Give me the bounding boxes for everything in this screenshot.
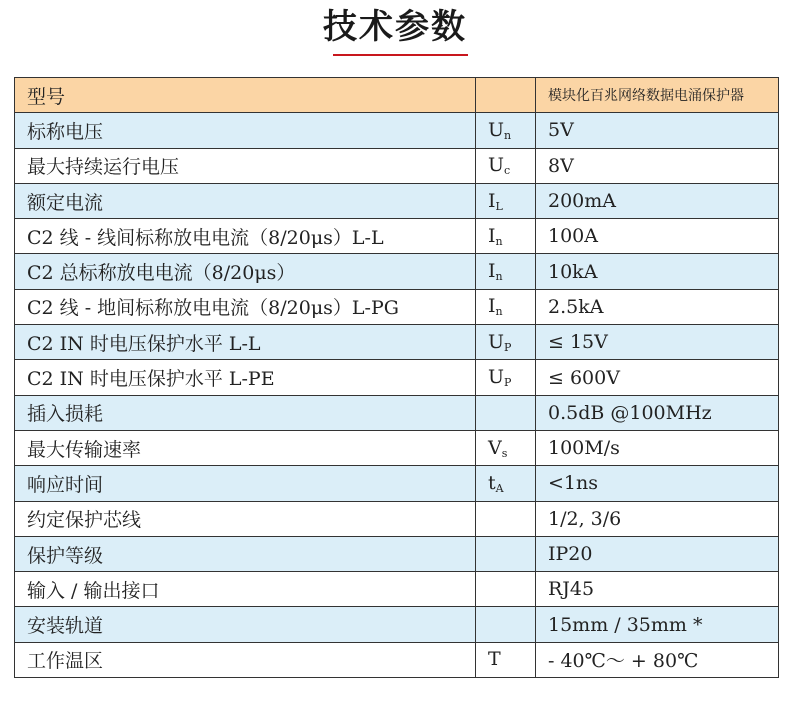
row-param: 约定保护芯线 (15, 501, 476, 536)
row-symbol: $V_s$ (476, 430, 536, 465)
row-symbol (476, 607, 536, 642)
row-param: 标称电压 (15, 113, 476, 148)
row-value: 1/2, 3/6 (536, 501, 779, 536)
row-symbol: T (476, 642, 536, 677)
row-value: 0.5dB @100MHz (536, 395, 779, 430)
row-symbol: $U_P$ (476, 360, 536, 395)
table-header-row (15, 78, 779, 113)
row-symbol: $I_n$ (476, 219, 536, 254)
table-row (15, 289, 779, 324)
row-param: C2 IN 时电压保护水平 L-PE (15, 360, 476, 395)
table-row (15, 113, 779, 148)
table-row (15, 607, 779, 642)
row-value: <1ns (536, 466, 779, 501)
table-row (15, 219, 779, 254)
row-value: 100A (536, 219, 779, 254)
row-value: ≤ 15V (536, 325, 779, 360)
title-underline (333, 54, 468, 56)
row-symbol: $U_n$ (476, 113, 536, 148)
table-row (15, 360, 779, 395)
header-symbol (476, 78, 536, 113)
header-model: 模块化百兆网络数据电涌保护器 (536, 78, 779, 113)
row-symbol (476, 572, 536, 607)
row-value: 5V (536, 113, 779, 148)
row-value: 200mA (536, 183, 779, 218)
row-symbol: $I_L$ (476, 183, 536, 218)
row-param: 输入 / 输出接口 (15, 572, 476, 607)
row-param: 保护等级 (15, 536, 476, 571)
spec-table (14, 77, 779, 678)
table-row (15, 254, 779, 289)
row-param: 最大传输速率 (15, 430, 476, 465)
row-param: C2 总标称放电电流（8/20μs） (15, 254, 476, 289)
table-row (15, 572, 779, 607)
row-param: 额定电流 (15, 183, 476, 218)
row-symbol: $U_c$ (476, 148, 536, 183)
table-row (15, 642, 779, 677)
table-row (15, 148, 779, 183)
row-symbol (476, 395, 536, 430)
row-param: 最大持续运行电压 (15, 148, 476, 183)
row-symbol: $U_P$ (476, 325, 536, 360)
row-param: C2 线 - 地间标称放电电流（8/20μs）L-PG (15, 289, 476, 324)
row-value: 10kA (536, 254, 779, 289)
row-value: 8V (536, 148, 779, 183)
row-symbol: $t_A$ (476, 466, 536, 501)
row-symbol (476, 536, 536, 571)
row-symbol: $I_n$ (476, 254, 536, 289)
table-row (15, 536, 779, 571)
header-param: 型号 (15, 78, 476, 113)
row-value: - 40℃～ + 80℃ (536, 642, 779, 677)
row-value: 100M/s (536, 430, 779, 465)
row-value: IP20 (536, 536, 779, 571)
row-param: 工作温区 (15, 642, 476, 677)
row-value: RJ45 (536, 572, 779, 607)
table-row (15, 325, 779, 360)
table-row (15, 183, 779, 218)
row-value: 2.5kA (536, 289, 779, 324)
table-row (15, 430, 779, 465)
table-row (15, 466, 779, 501)
row-param: 安装轨道 (15, 607, 476, 642)
row-param: C2 线 - 线间标称放电电流（8/20μs）L-L (15, 219, 476, 254)
row-param: C2 IN 时电压保护水平 L-L (15, 325, 476, 360)
table-row (15, 501, 779, 536)
row-param: 插入损耗 (15, 395, 476, 430)
page-title: 技术参数 (323, 7, 467, 47)
row-value: ≤ 600V (536, 360, 779, 395)
row-symbol: $I_n$ (476, 289, 536, 324)
row-value: 15mm / 35mm * (536, 607, 779, 642)
row-symbol (476, 501, 536, 536)
row-param: 响应时间 (15, 466, 476, 501)
table-row (15, 395, 779, 430)
